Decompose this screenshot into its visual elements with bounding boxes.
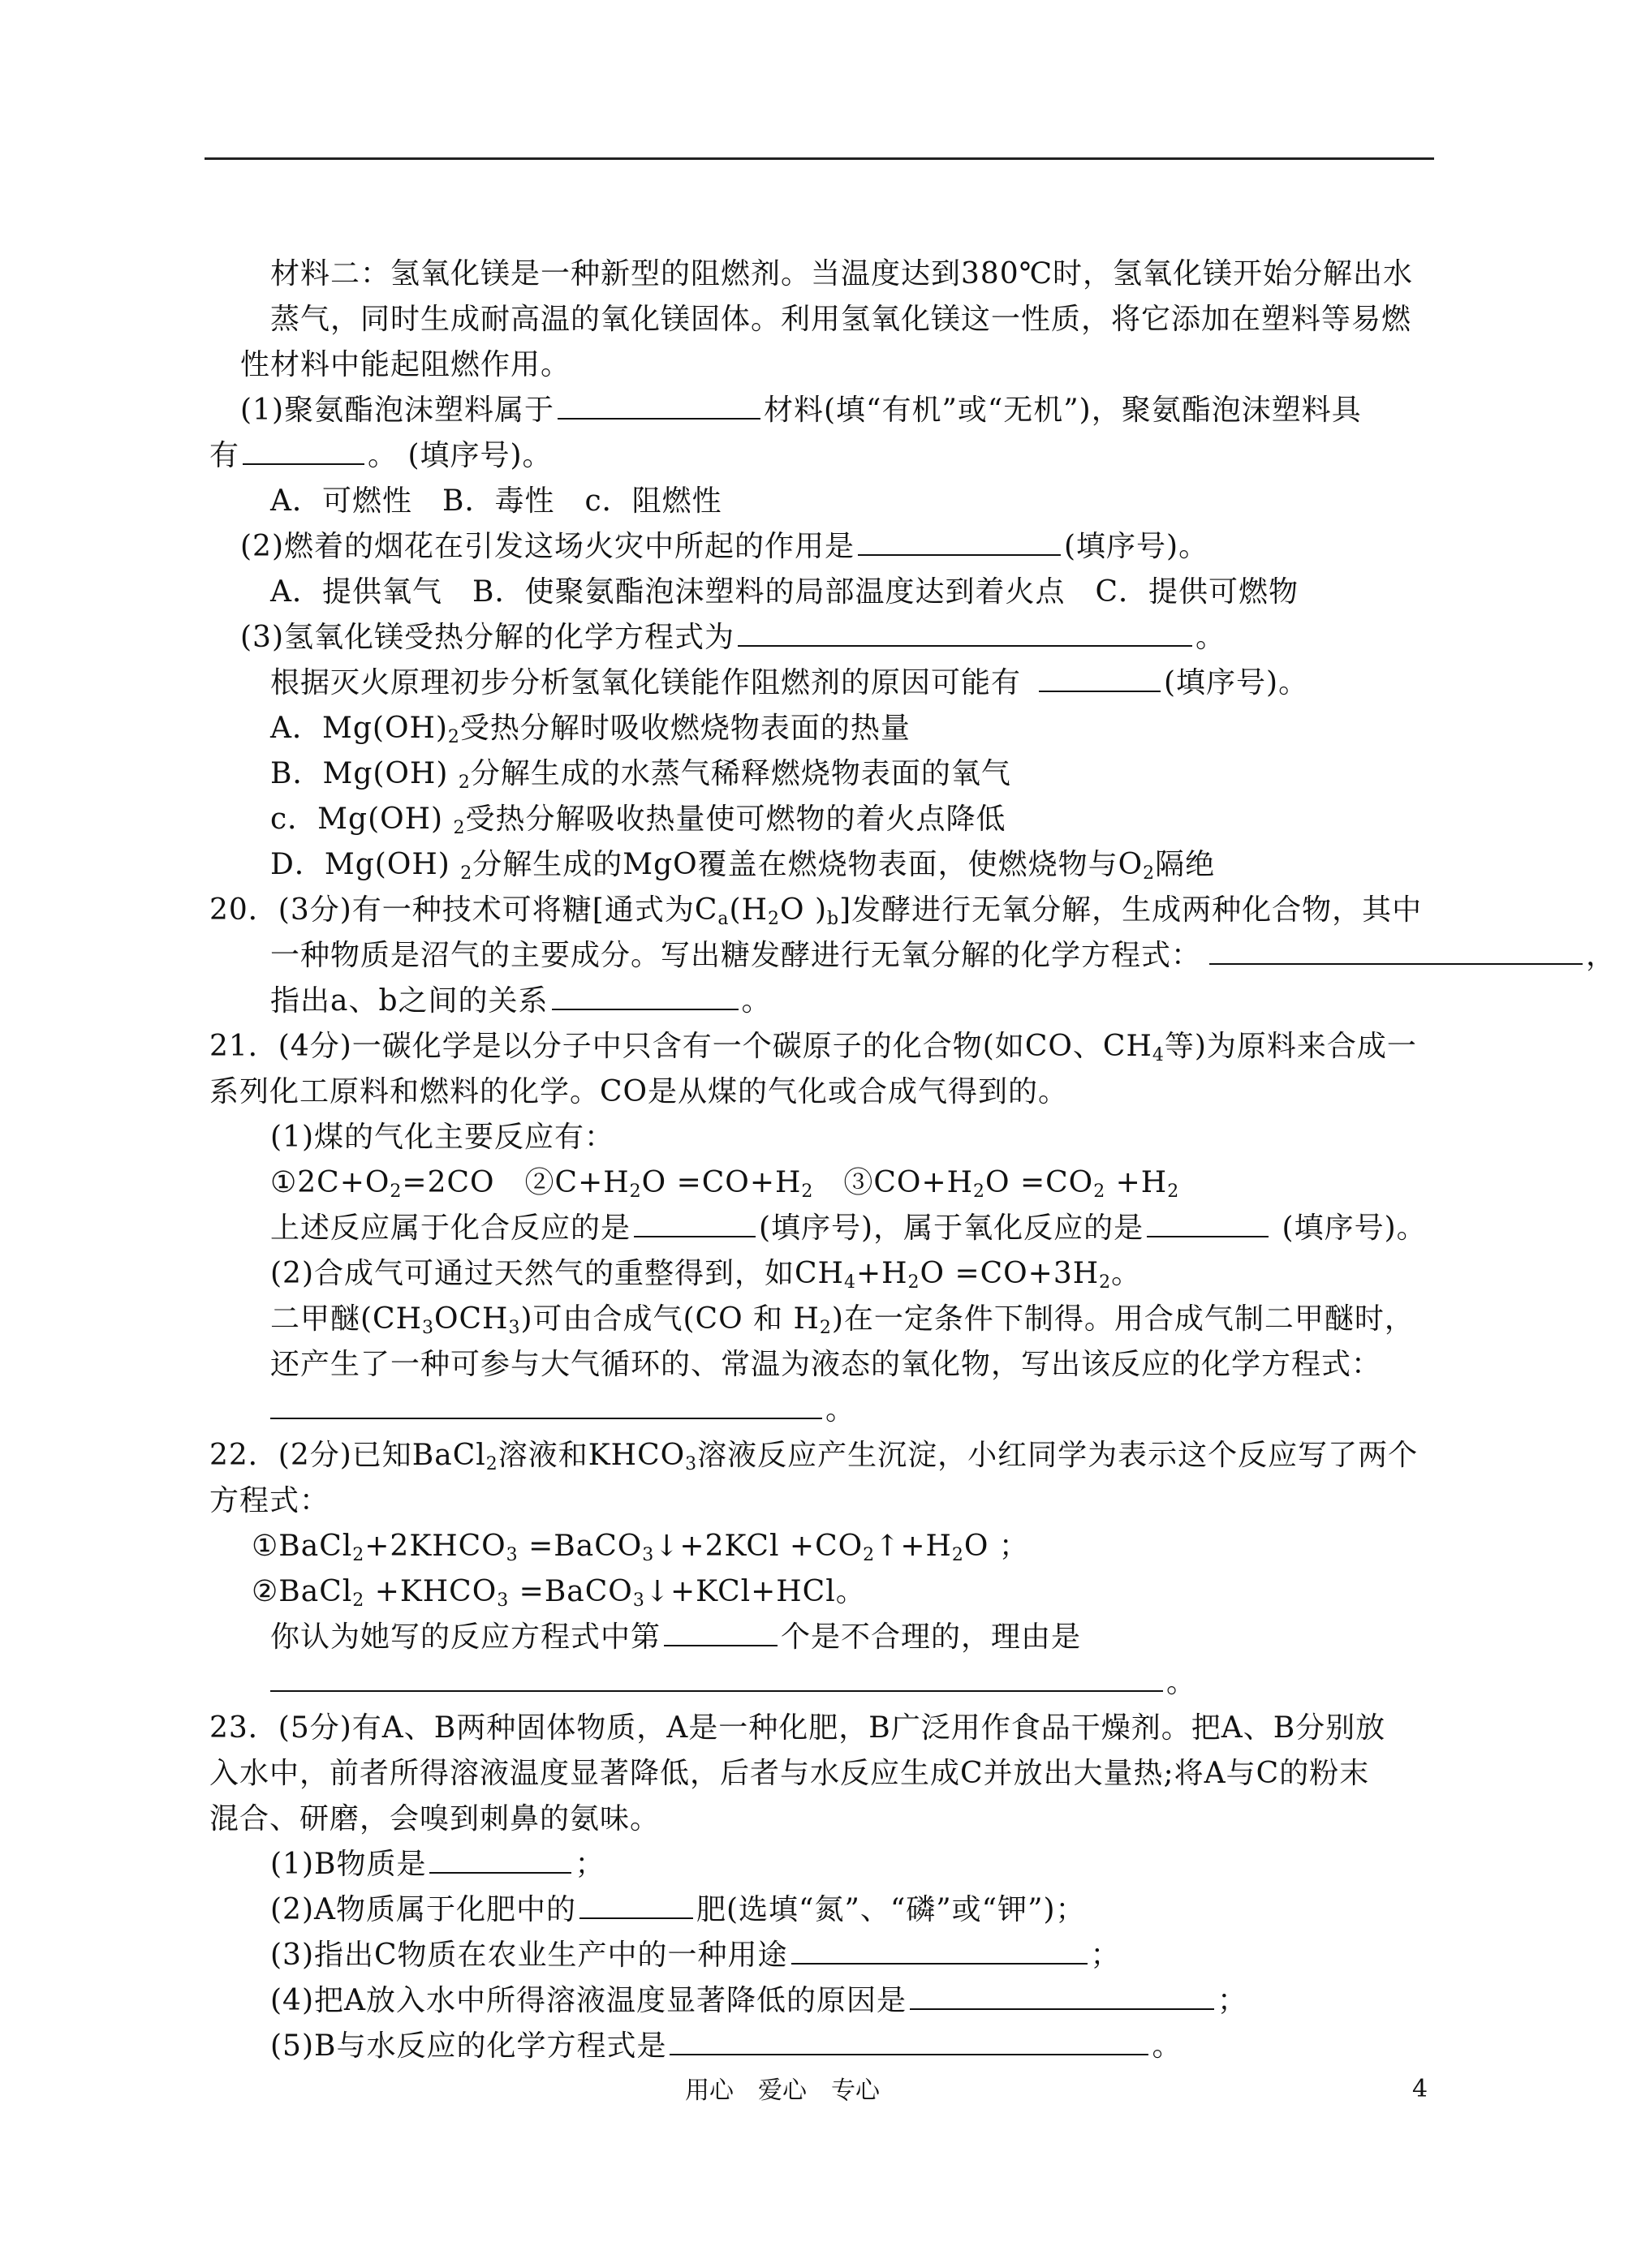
q22-e1-sub2: 3 <box>506 1545 519 1565</box>
q22-line-2: 方程式： <box>209 1484 330 1517</box>
q19-option-b <box>270 754 1011 794</box>
q19-part1-options: A．可燃性 B．毒性 c．阻燃性 <box>270 484 722 518</box>
q20-text-a: 20．(3分)有一种技术可将糖[通式为C <box>209 893 718 927</box>
material-two-line-1: 材料二：氢氧化镁是一种新型的阻燃剂。当温度达到380℃时，氢氧化镁开始分解出水 <box>270 257 1413 290</box>
q21-combination-blank[interactable] <box>634 1208 756 1237</box>
q21-r2-sub2: 2 <box>801 1181 814 1202</box>
q22-e2-a: ②BaCl <box>252 1575 353 1608</box>
q20-sub-b: b <box>827 909 840 929</box>
q21-l6-sub3: 2 <box>1099 1272 1112 1293</box>
q19-option-a-sub: 2 <box>447 727 460 747</box>
q22-reason-blank[interactable] <box>270 1663 1163 1692</box>
q19-part3-blank-2[interactable] <box>1039 663 1161 692</box>
q21-line-3: (1)煤的气化主要反应有： <box>270 1121 614 1154</box>
q20-text-c: O ) <box>779 893 827 927</box>
q22-e2-c: =BaCO <box>509 1575 633 1608</box>
q21-r3-sub: 2 <box>973 1181 986 1202</box>
q19-part2-line <box>240 527 1208 567</box>
q21-r1-a: ①2C+O <box>270 1166 390 1199</box>
q19-option-a-pre: A．Mg(OH) <box>270 712 448 745</box>
q23-s4-b: ； <box>1217 1984 1248 2017</box>
q20-text-b: (H <box>729 893 768 927</box>
q19-part3-blank[interactable] <box>738 618 1192 647</box>
q21-line-2: 系列化工原料和燃料的化学。CO是从煤的气化或合成气得到的。 <box>209 1075 1069 1108</box>
q19-part3-line-2 <box>270 663 1308 704</box>
q19-option-a-post: 受热分解时吸收燃烧物表面的热量 <box>459 712 911 745</box>
q22-e2-sub1: 2 <box>352 1590 365 1611</box>
q22-e1-sub3: 3 <box>642 1545 655 1565</box>
q21-r3-b: O =CO <box>985 1166 1094 1199</box>
header-rule <box>205 157 1434 160</box>
q19-part3-line <box>240 618 1226 658</box>
q19-part2-text-a: (2)燃着的烟花在引发这场火灾中所起的作用是 <box>240 530 855 563</box>
q21-l9-end: 。 <box>825 1393 856 1427</box>
q21-l5-b: (填序号)，属于氧化反应的是 <box>759 1211 1144 1245</box>
q19-option-b-post: 分解生成的水蒸气稀释燃烧物表面的氧气 <box>470 757 1011 790</box>
q19-part1-blank-1[interactable] <box>558 390 760 420</box>
q20-sub-2: 2 <box>767 909 780 929</box>
q21-l5-c: (填序号)。 <box>1272 1211 1427 1245</box>
q21-r3-sub2: 2 <box>1093 1181 1106 1202</box>
q21-reactions <box>270 1163 1179 1203</box>
q23-s1-a: (1)B物质是 <box>270 1848 427 1881</box>
q21-line-8: 还产生了一种可参与大气循环的、常温为液态的氧化物，写出该反应的化学方程式： <box>270 1348 1382 1381</box>
q23-sub-1 <box>270 1844 605 1885</box>
q22-which-blank[interactable] <box>664 1617 778 1646</box>
q20-line2-text: 一种物质是沼气的主要成分。写出糖发酵进行无氧分解的化学方程式： <box>270 939 1202 972</box>
q22-e1-b: +2KHCO <box>364 1530 506 1563</box>
q19-option-d-post: 隔绝 <box>1155 848 1216 881</box>
q21-line-9 <box>270 1390 855 1431</box>
q19-part1-text-c: 有 <box>209 439 240 472</box>
material-two-line-3: 性材料中能起阻燃作用。 <box>240 348 571 381</box>
q20-line3-text: 指出a、b之间的关系 <box>270 984 549 1018</box>
q20-line2-comma: ， <box>1586 939 1617 972</box>
q21-l5-a: 上述反应属于化合反应的是 <box>270 1211 631 1245</box>
q21-l7-sub3: 2 <box>819 1318 832 1338</box>
q22-l1-b: 溶液和KHCO <box>498 1439 686 1472</box>
q23-s2-b: 肥(选填“氮”、“磷”或“钾”)； <box>696 1893 1086 1926</box>
q21-r3-a: ③CO+H <box>813 1166 974 1199</box>
q19-part1-blank-2[interactable] <box>243 436 364 465</box>
q23-line-1: 23．(5分)有A、B两种固体物质，A是一种化肥，B广泛用作食品干燥剂。把A、B分别放 <box>209 1711 1386 1745</box>
q22-e1-sub1: 2 <box>352 1545 365 1565</box>
q21-line-6 <box>270 1254 1141 1294</box>
q19-option-d-pre: D．Mg(OH) <box>270 848 450 881</box>
q21-text-b: 等)为原料来合成一 <box>1164 1030 1417 1063</box>
q21-l7-b: OCH <box>434 1302 509 1336</box>
q19-option-c <box>270 799 1006 840</box>
q23-s5-a: (5)B与水反应的化学方程式是 <box>270 2029 667 2063</box>
q21-l7-c: )可由合成气(CO 和 H <box>520 1302 820 1336</box>
q19-option-c-sub: 2 <box>453 818 466 838</box>
q23-s3-b: ； <box>1090 1939 1121 1972</box>
q19-option-d-mid: 分解生成的MgO覆盖在燃烧物表面，使燃烧物与O <box>472 848 1144 881</box>
q19-part3-text-a: (3)氢氧化镁受热分解的化学方程式为 <box>240 621 734 654</box>
q22-l1-sub2: 3 <box>685 1454 698 1474</box>
q19-option-d-sub: 2 <box>460 863 473 884</box>
q21-r1-sub: 2 <box>390 1181 403 1202</box>
q23-s4-a: (4)把A放入水中所得溶液温度显著降低的原因是 <box>270 1984 907 2017</box>
q19-part1-text-b: 材料(填“有机”或“无机”)，聚氨酯泡沫塑料具 <box>764 394 1362 427</box>
q19-option-c-pre: c．Mg(OH) <box>270 803 444 836</box>
q21-r2-sub: 2 <box>629 1181 642 1202</box>
q20-equation-blank[interactable] <box>1209 936 1583 965</box>
q23-s5-blank[interactable] <box>670 2026 1148 2055</box>
q20-relation-blank[interactable] <box>552 981 739 1010</box>
q22-line-1 <box>209 1435 1418 1476</box>
q22-l1-a: 22．(2分)已知BaCl <box>209 1439 486 1472</box>
q23-s3-a: (3)指出C物质在农业生产中的一种用途 <box>270 1939 788 1972</box>
q22-e2-sub2: 3 <box>497 1590 510 1611</box>
q23-s4-blank[interactable] <box>910 1981 1214 2010</box>
q23-sub-3 <box>270 1935 1121 1976</box>
q23-s3-blank[interactable] <box>791 1935 1088 1965</box>
q21-l7-a: 二甲醚(CH <box>270 1302 422 1336</box>
q21-r1-b: =2CO ②C+H <box>402 1166 630 1199</box>
q21-line-1 <box>209 1026 1417 1067</box>
page-number: 4 <box>1412 2075 1428 2103</box>
q20-text-d: ]发酵进行无氧分解，生成两种化合物，其中 <box>839 893 1423 927</box>
q22-line-5 <box>270 1617 1081 1658</box>
q21-l6-a: (2)合成气可通过天然气的重整得到，如CH <box>270 1257 844 1290</box>
q20-line-1 <box>209 890 1422 931</box>
q21-line-5 <box>270 1208 1427 1249</box>
q19-option-d <box>270 845 1215 885</box>
q21-r3-sub3: 2 <box>1167 1181 1180 1202</box>
q19-part1-line-2 <box>209 436 553 476</box>
q19-option-c-post: 受热分解吸收热量使可燃物的着火点降低 <box>465 803 1006 836</box>
q21-l6-sub1: 4 <box>843 1272 856 1293</box>
q22-e1-c: =BaCO <box>518 1530 643 1563</box>
q21-oxidation-blank[interactable] <box>1147 1208 1269 1237</box>
q22-equation-1 <box>252 1526 1029 1567</box>
q20-sub-a: a <box>717 909 730 929</box>
q21-l7-sub1: 3 <box>422 1318 434 1338</box>
q23-sub-2 <box>270 1890 1086 1930</box>
q21-l6-d: 。 <box>1111 1257 1142 1290</box>
q22-e1-sub5: 2 <box>951 1545 964 1565</box>
q22-l5-a: 你认为她写的反应方程式中第 <box>270 1620 661 1654</box>
q21-equation-blank[interactable] <box>270 1390 822 1419</box>
q21-r3-c: +H <box>1105 1166 1168 1199</box>
q21-sub-4: 4 <box>1152 1045 1165 1065</box>
q21-r2-b: O =CO+H <box>641 1166 802 1199</box>
q19-part2-text-b: (填序号)。 <box>1064 530 1209 563</box>
q23-line-2: 入水中，前者所得溶液温度显著降低，后者与水反应生成C并放出大量热;将A与C的粉末 <box>209 1757 1370 1790</box>
q22-e1-f: O ； <box>963 1530 1029 1563</box>
q19-part2-options: A．提供氧气 B．使聚氨酯泡沫塑料的局部温度达到着火点 C．提供可燃物 <box>270 575 1299 609</box>
q23-line-3: 混合、研磨，会嗅到刺鼻的氨味。 <box>209 1802 661 1835</box>
q23-s1-blank[interactable] <box>429 1844 571 1874</box>
q22-e1-e: ↑+H <box>875 1530 952 1563</box>
q19-part3-text-b: 。 <box>1195 621 1226 654</box>
q19-option-b-pre: B．Mg(OH) <box>270 757 449 790</box>
q21-l7-sub2: 3 <box>508 1318 521 1338</box>
q21-l6-b: +H <box>855 1257 908 1290</box>
q23-sub-4 <box>270 1981 1247 2021</box>
q22-e2-d: ↓+KCl+HCl。 <box>644 1575 866 1608</box>
q23-s5-b: 。 <box>1152 2029 1183 2063</box>
q22-e1-a: ①BaCl <box>252 1530 353 1563</box>
q21-l7-d: )在一定条件下制得。用合成气制二甲醚时， <box>831 1302 1415 1336</box>
q22-l6-end: 。 <box>1166 1666 1197 1699</box>
q22-l1-sub1: 2 <box>485 1454 498 1474</box>
q19-part2-blank[interactable] <box>858 527 1061 556</box>
q20-line-3 <box>270 981 772 1022</box>
q19-option-d-sub2: 2 <box>1143 863 1156 884</box>
q22-line-6 <box>270 1663 1196 1703</box>
q19-option-a <box>270 708 911 749</box>
q21-l6-c: O =CO+3H <box>920 1257 1100 1290</box>
q19-option-b-sub: 2 <box>458 772 471 793</box>
q19-part1-text-a: (1)聚氨酯泡沫塑料属于 <box>240 394 554 427</box>
q22-e1-sub4: 2 <box>863 1545 876 1565</box>
q23-s2-a: (2)A物质属于化肥中的 <box>270 1893 576 1926</box>
q22-equation-2 <box>252 1572 866 1612</box>
q22-e2-b: +KHCO <box>364 1575 498 1608</box>
q22-l5-b: 个是不合理的，理由是 <box>781 1620 1082 1654</box>
q20-line-2 <box>270 936 1616 976</box>
q22-e2-sub3: 3 <box>632 1590 645 1611</box>
q19-part1-line <box>240 390 1362 431</box>
q20-line3-end: 。 <box>741 984 772 1018</box>
q19-part1-text-d: 。 (填序号)。 <box>368 439 553 472</box>
q21-line-7 <box>270 1299 1415 1340</box>
q22-l1-c: 溶液反应产生沉淀，小红同学为表示这个反应写了两个 <box>697 1439 1419 1472</box>
q19-part3-text-d: (填序号)。 <box>1164 666 1309 699</box>
q19-part3-text-c: 根据灭火原理初步分析氢氧化镁能作阻燃剂的原因可能有 <box>270 666 1022 699</box>
q21-l6-sub2: 2 <box>907 1272 920 1293</box>
q23-s2-blank[interactable] <box>579 1890 693 1919</box>
q21-text-a: 21．(4分)一碳化学是以分子中只含有一个碳原子的化合物(如CO、CH <box>209 1030 1152 1063</box>
footer-motto: 用心 爱心 专心 <box>685 2076 880 2105</box>
q22-e1-d: ↓+2KCl +CO <box>654 1530 864 1563</box>
material-two-line-2: 蒸气，同时生成耐高温的氧化镁固体。利用氢氧化镁这一性质，将它添加在塑料等易燃 <box>270 303 1412 336</box>
q23-s1-b: ； <box>575 1848 605 1881</box>
q23-sub-5 <box>270 2026 1182 2067</box>
